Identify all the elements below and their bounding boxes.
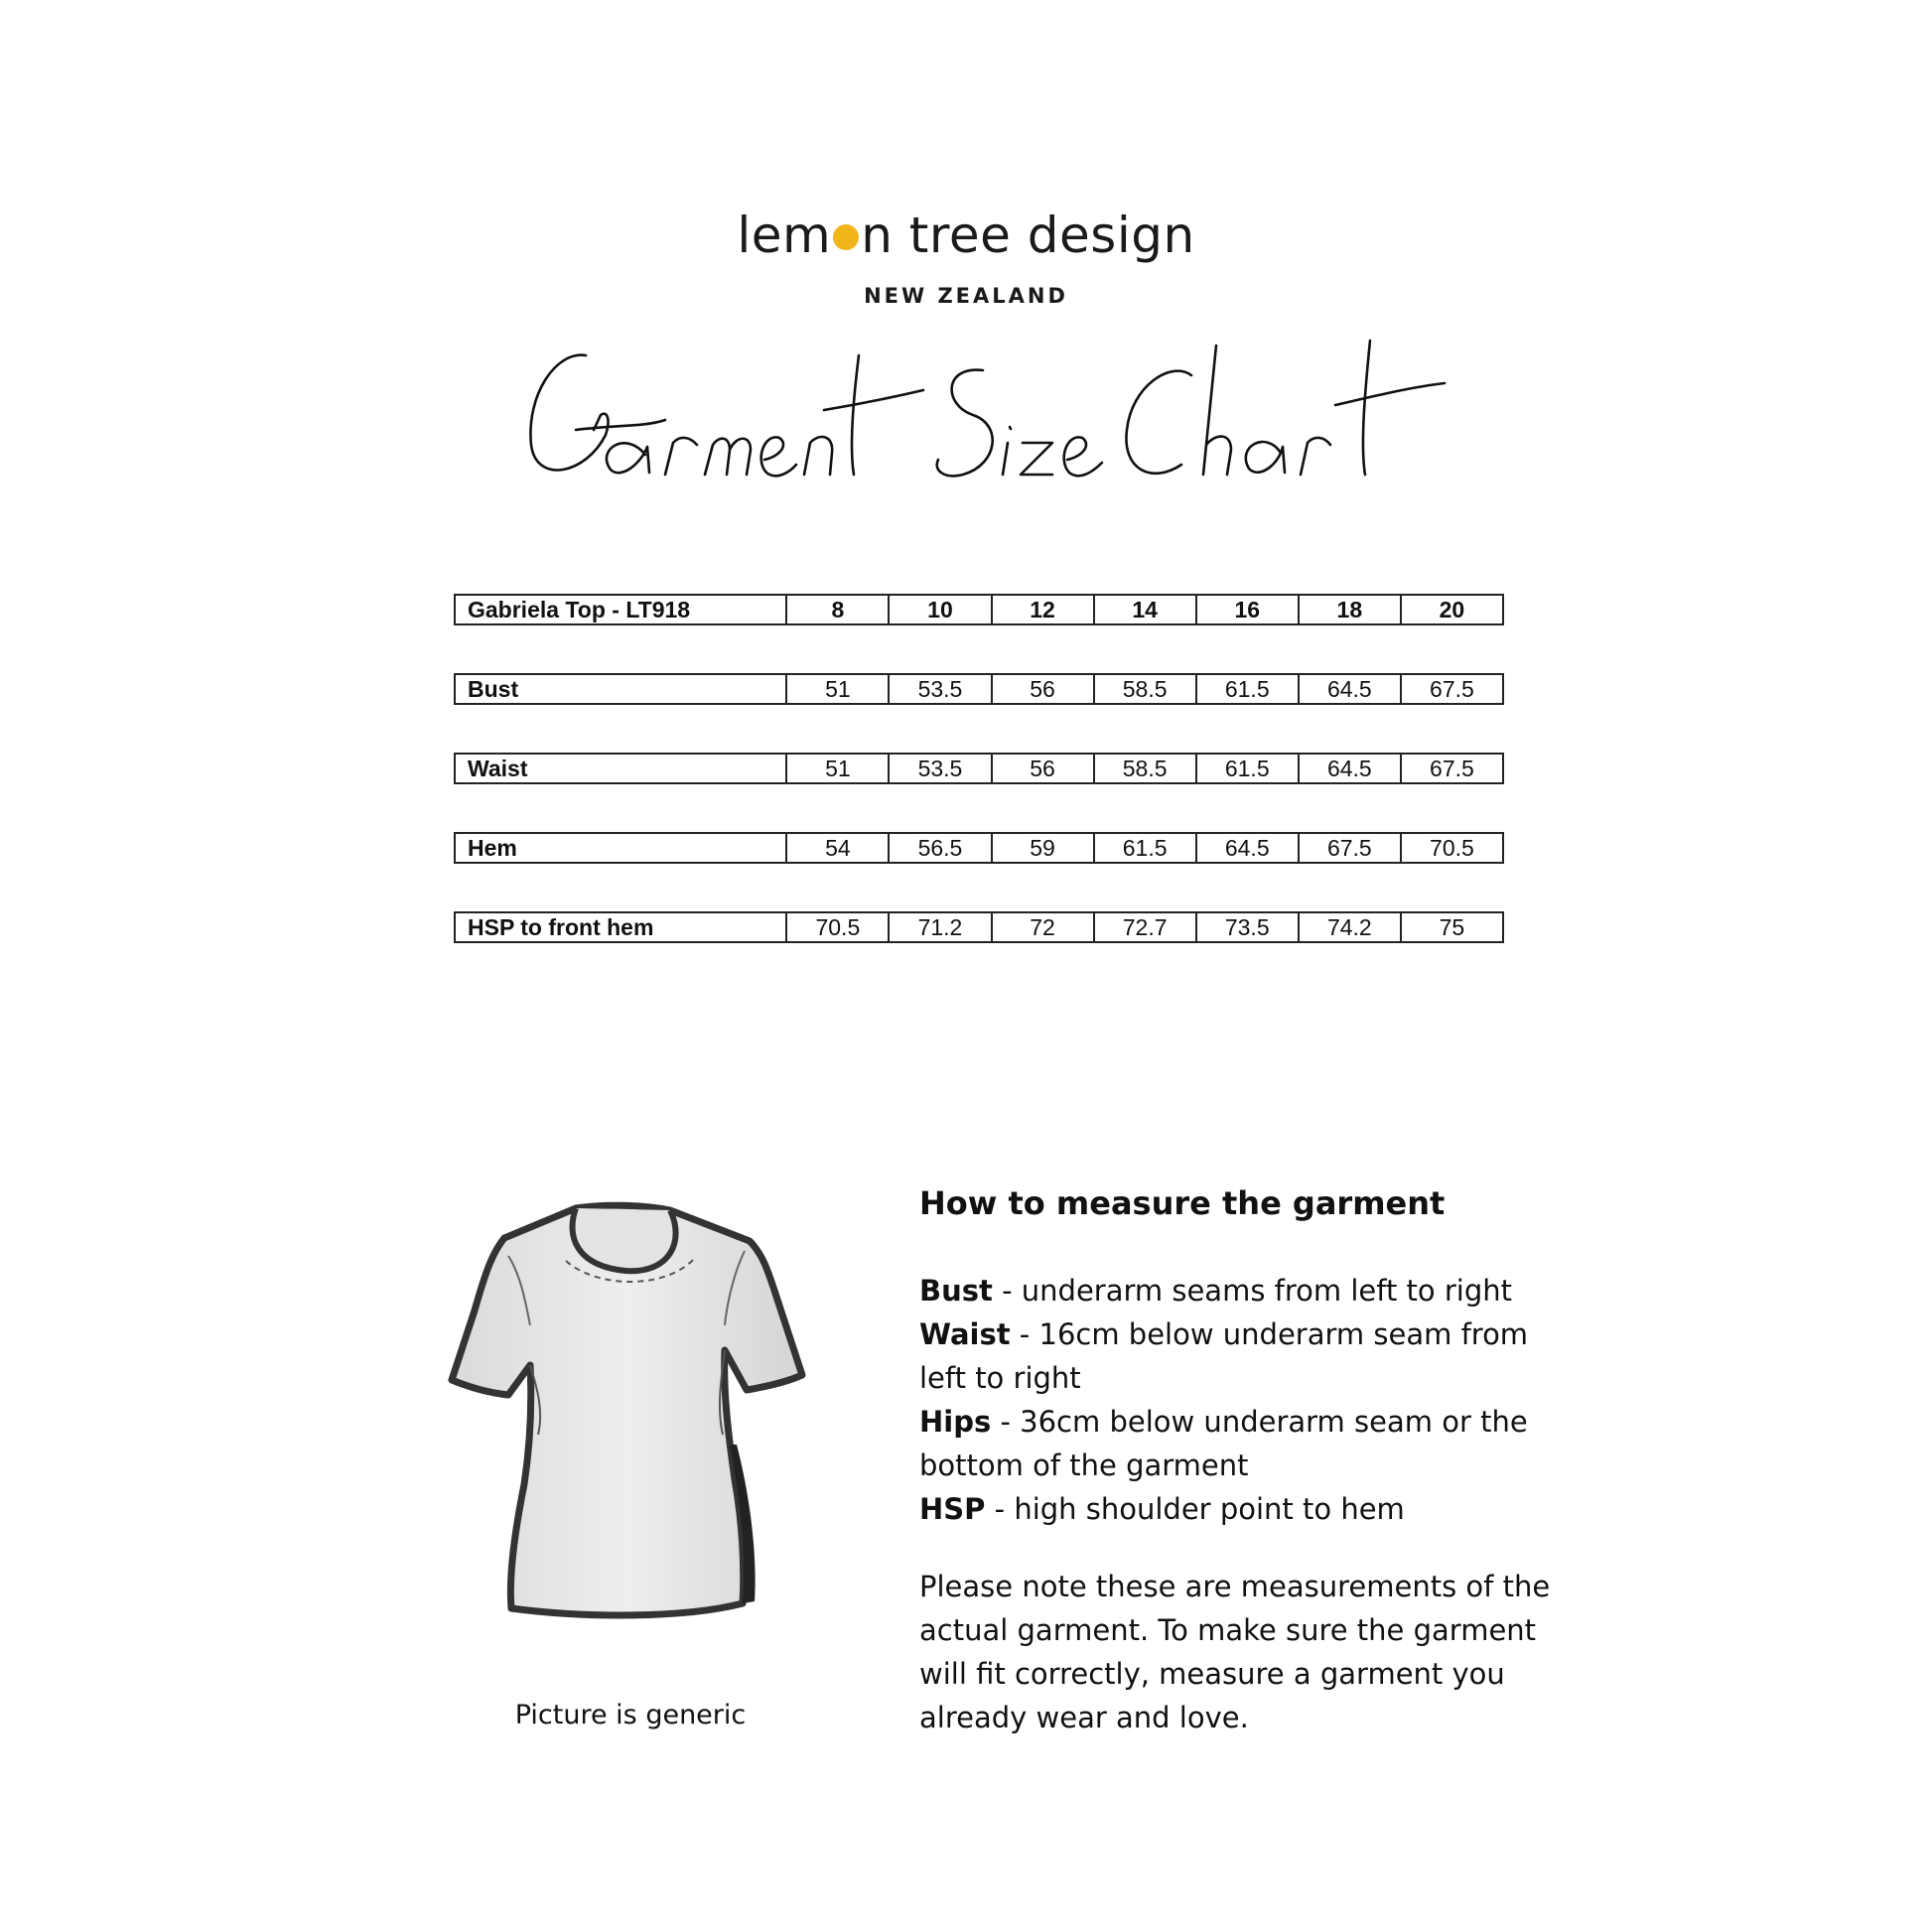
size-header: 20 xyxy=(1401,595,1503,624)
size-header: 14 xyxy=(1094,595,1196,624)
table-cell: 67.5 xyxy=(1401,754,1503,783)
table-cell: 67.5 xyxy=(1401,674,1503,704)
size-chart-table xyxy=(454,594,1504,943)
instruction-term: HSP xyxy=(919,1492,986,1526)
size-header: 18 xyxy=(1299,595,1401,624)
table-row xyxy=(455,674,1503,704)
row-label: HSP to front hem xyxy=(455,912,786,942)
table-cell: 73.5 xyxy=(1196,912,1299,942)
table-cell: 51 xyxy=(786,754,889,783)
brand-name-part1: lem xyxy=(737,207,832,264)
table-cell: 71.2 xyxy=(889,912,991,942)
table-row xyxy=(455,754,1503,783)
table-cell: 56 xyxy=(992,674,1094,704)
illustration-caption: Picture is generic xyxy=(514,1700,747,1730)
table-cell: 58.5 xyxy=(1094,754,1196,783)
size-header: 16 xyxy=(1196,595,1299,624)
table-row xyxy=(455,912,1503,942)
table-row xyxy=(455,833,1503,863)
brand-header xyxy=(0,207,1932,308)
instruction-item xyxy=(919,1487,1555,1531)
table-cell: 64.5 xyxy=(1196,833,1299,863)
table-cell: 61.5 xyxy=(1196,754,1299,783)
row-label: Waist xyxy=(455,754,786,783)
table-cell: 56 xyxy=(992,754,1094,783)
row-label: Hem xyxy=(455,833,786,863)
table-cell: 75 xyxy=(1401,912,1503,942)
table-cell: 53.5 xyxy=(889,754,991,783)
table-cell: 64.5 xyxy=(1299,674,1401,704)
instructions-heading: How to measure the garment xyxy=(919,1184,1446,1222)
table-cell: 72.7 xyxy=(1094,912,1196,942)
size-header: 12 xyxy=(992,595,1094,624)
table-header-row xyxy=(455,595,1503,624)
row-label: Bust xyxy=(455,674,786,704)
brand-name-part2: n tree design xyxy=(861,207,1195,264)
size-header: 10 xyxy=(889,595,991,624)
table-cell: 54 xyxy=(786,833,889,863)
table-cell: 70.5 xyxy=(786,912,889,942)
page-title xyxy=(516,336,1449,494)
table-cell: 51 xyxy=(786,674,889,704)
instruction-term: Bust xyxy=(919,1274,993,1308)
table-cell: 58.5 xyxy=(1094,674,1196,704)
measurement-instructions xyxy=(919,1181,1555,1739)
measurement-note: Please note these are measurements of the actual garment. To make sure the garment will fit correctly, measure a garment you already wear and love. xyxy=(919,1570,1551,1734)
table-cell: 53.5 xyxy=(889,674,991,704)
instruction-term: Waist xyxy=(919,1317,1011,1351)
t-shirt-icon xyxy=(427,1196,834,1633)
product-name: Gabriela Top - LT918 xyxy=(455,595,786,624)
instruction-item xyxy=(919,1400,1555,1487)
size-header: 8 xyxy=(786,595,889,624)
table-cell: 64.5 xyxy=(1299,754,1401,783)
table-cell: 67.5 xyxy=(1299,833,1401,863)
instruction-term: Hips xyxy=(919,1405,992,1439)
table-cell: 72 xyxy=(992,912,1094,942)
table-cell: 70.5 xyxy=(1401,833,1503,863)
instruction-text: - underarm seams from left to right xyxy=(992,1274,1513,1308)
brand-logo xyxy=(737,207,1195,264)
table-cell: 56.5 xyxy=(889,833,991,863)
brand-subtitle: NEW ZEALAND xyxy=(864,284,1068,308)
table-cell: 74.2 xyxy=(1299,912,1401,942)
table-cell: 61.5 xyxy=(1094,833,1196,863)
table-cell: 61.5 xyxy=(1196,674,1299,704)
instruction-item xyxy=(919,1269,1555,1312)
instruction-item xyxy=(919,1312,1555,1400)
instruction-text: - 16cm below underarm seam from left to right xyxy=(919,1317,1529,1395)
instruction-text: - 36cm below underarm seam or the bottom of the garment xyxy=(919,1405,1528,1482)
instruction-text: - high shoulder point to hem xyxy=(985,1492,1405,1526)
lemon-icon xyxy=(833,224,859,250)
table-cell: 59 xyxy=(992,833,1094,863)
